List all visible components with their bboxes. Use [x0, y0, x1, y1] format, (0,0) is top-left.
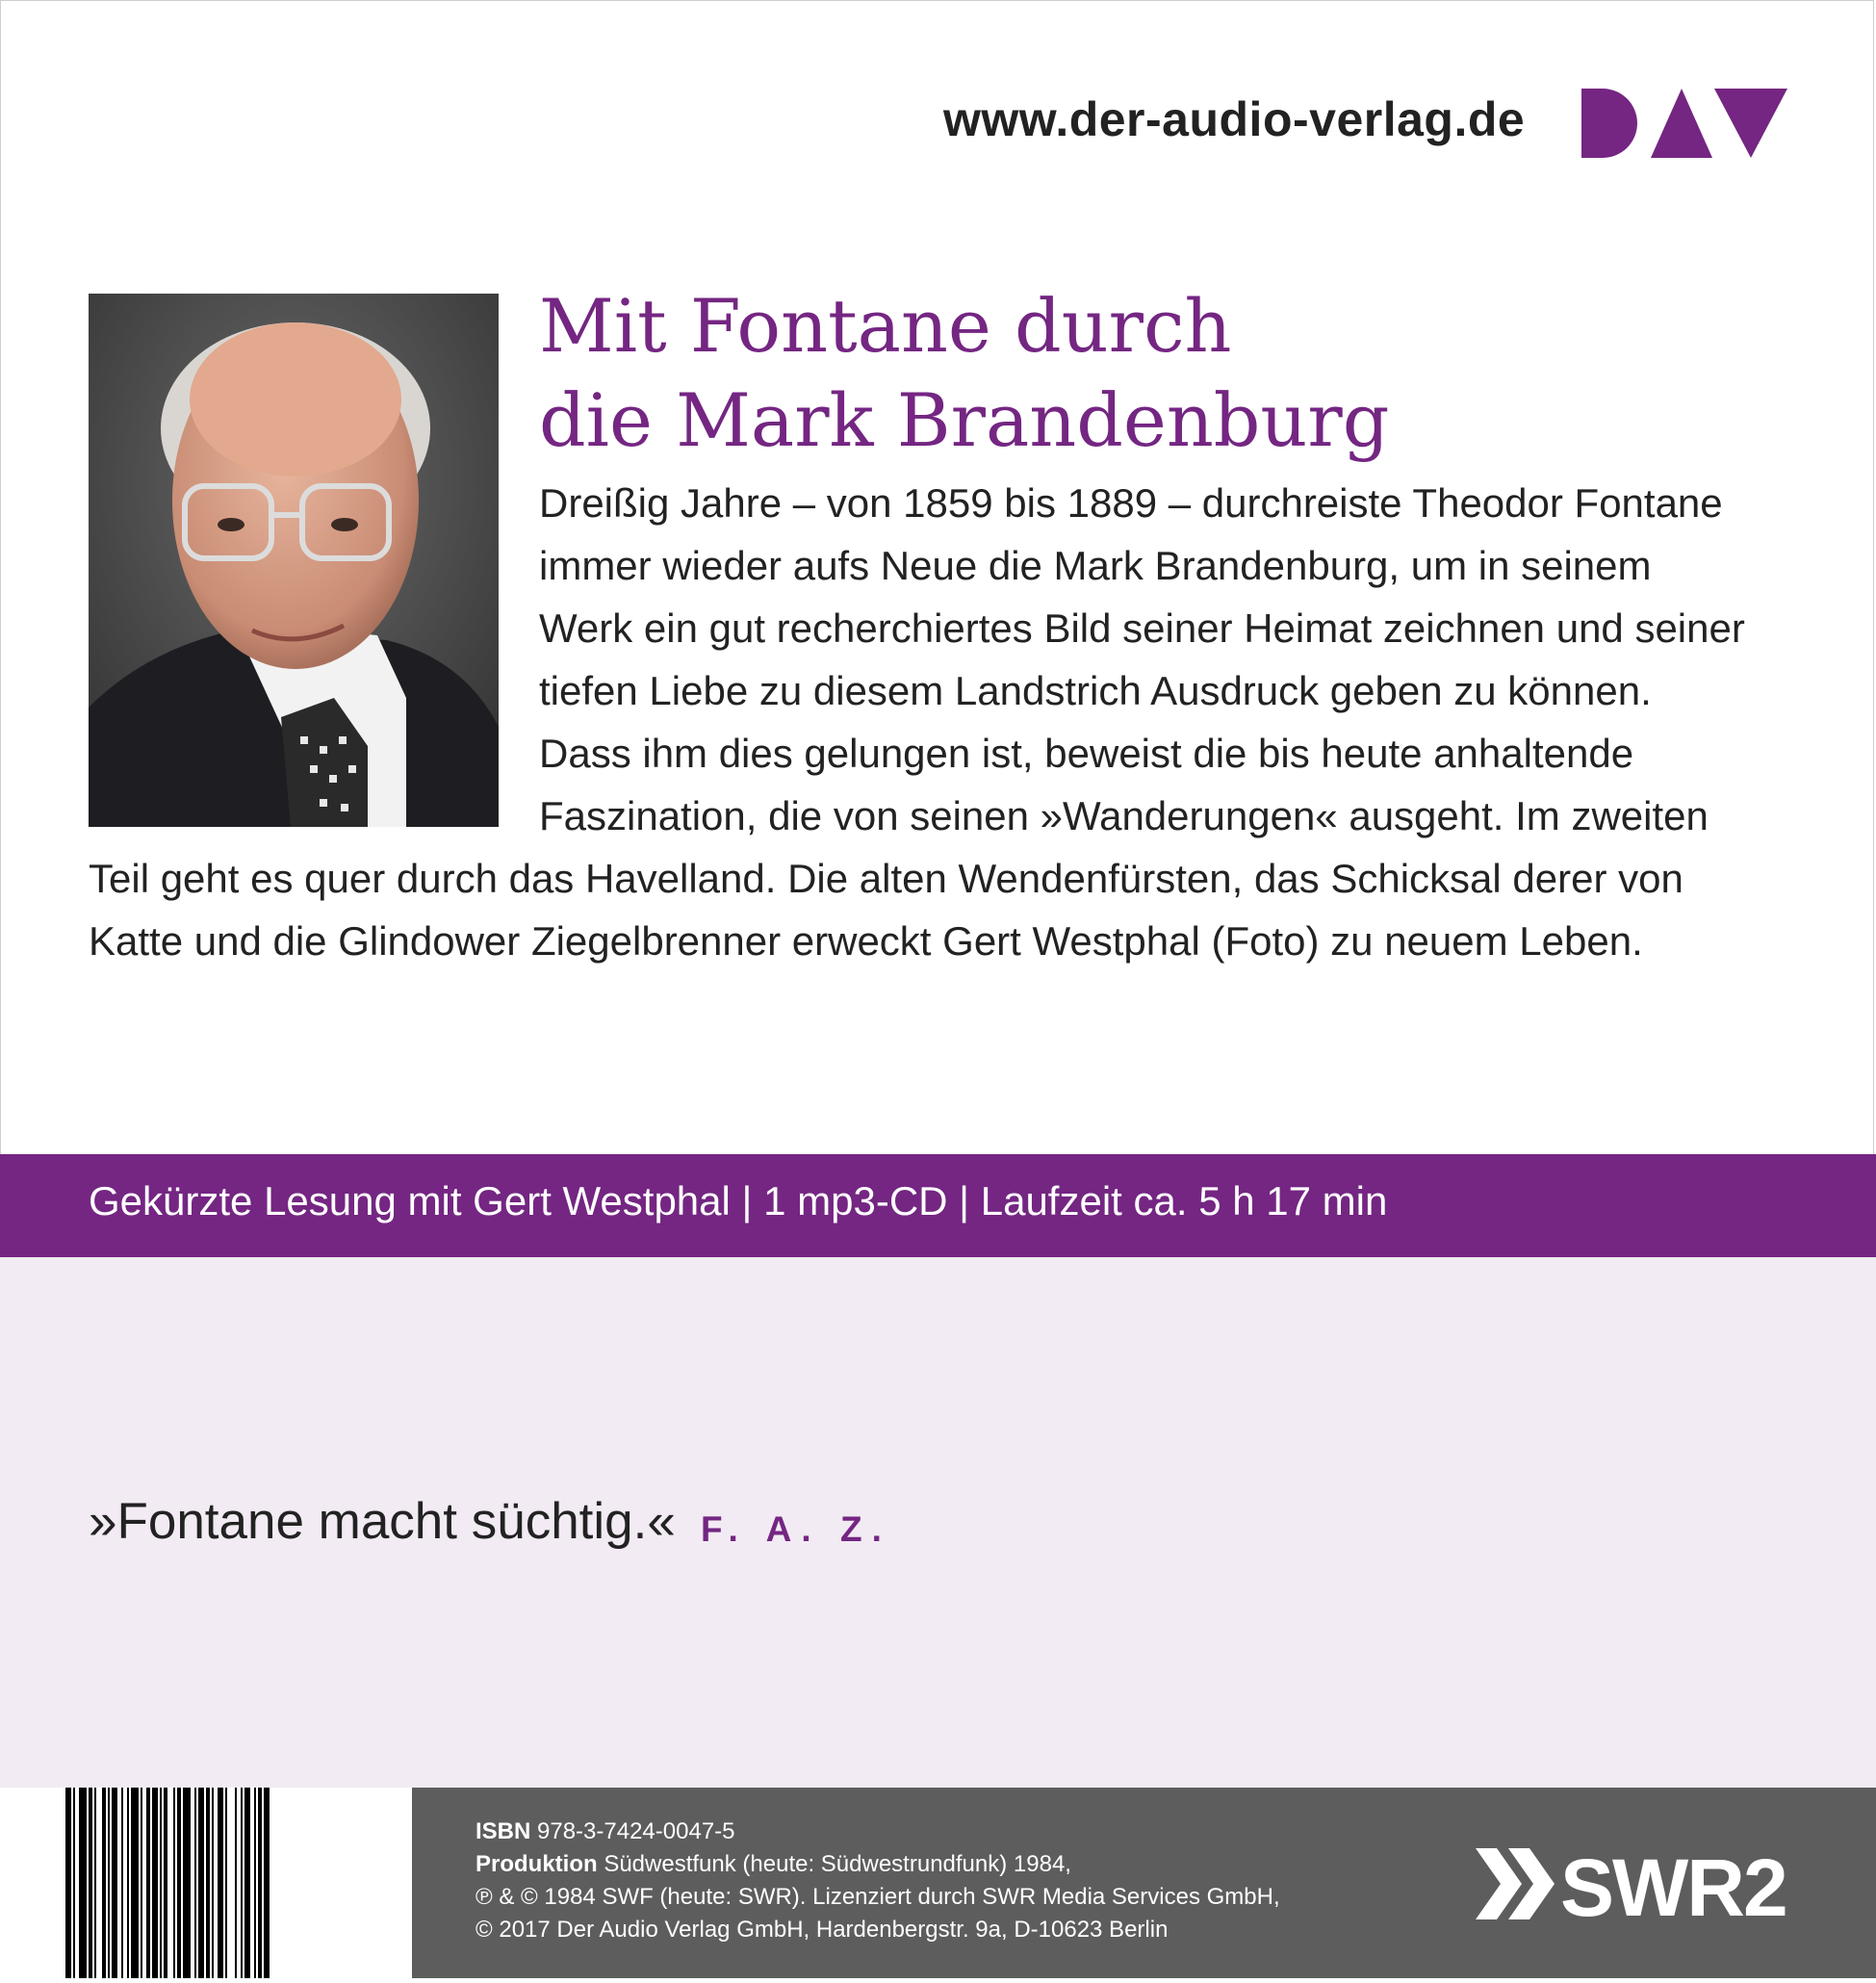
- barcode-bar: [258, 1788, 262, 1978]
- svg-text:SWR2: SWR2: [1560, 1842, 1786, 1927]
- barcode-bar: [108, 1788, 110, 1978]
- barcode-bar: [218, 1788, 223, 1978]
- barcode-bar: [65, 1788, 71, 1978]
- isbn-label: ISBN: [475, 1818, 531, 1844]
- dav-logo-icon: [1581, 89, 1787, 158]
- legal-info: [475, 1816, 1342, 1946]
- barcode-icon: [65, 1788, 402, 1978]
- description-line: Teil geht es quer durch das Havelland. Die alten Wendenfürsten, das Schicksal derer von: [89, 856, 1683, 901]
- barcode-bar: [235, 1788, 237, 1978]
- title-line-2: die Mark Brandenburg: [539, 377, 1390, 463]
- production-line: [475, 1848, 1342, 1881]
- barcode-bar: [173, 1788, 175, 1978]
- review-quote: »Fontane macht süchtig.«: [89, 1493, 676, 1550]
- barcode-bar: [121, 1788, 123, 1978]
- book-title: [539, 279, 1790, 468]
- swr2-logo-icon: [1476, 1841, 1793, 1927]
- description-line: Katte und die Glindower Ziegelbrenner erweckt Gert Westphal (Foto) zu neuem Leben.: [89, 918, 1643, 964]
- barcode-bar: [102, 1788, 106, 1978]
- website-url[interactable]: www.der-audio-verlag.de: [943, 92, 1526, 146]
- barcode-bar: [212, 1788, 214, 1978]
- description-line: tiefen Liebe zu diesem Landstrich Ausdruck geben zu können.: [539, 668, 1652, 713]
- rights-line: ℗ & © 1984 SWF (heute: SWR). Lizenziert durch SWR Media Services GmbH,: [475, 1884, 1280, 1910]
- barcode-bar: [194, 1788, 196, 1978]
- edition-info: Gekürzte Lesung mit Gert Westphal | 1 mp3-CD | Laufzeit ca. 5 h 17 min: [89, 1178, 1388, 1223]
- title-line-1: Mit Fontane durch: [539, 283, 1232, 369]
- description-line: Dass ihm dies gelungen ist, beweist die bis heute anhaltende: [539, 731, 1634, 776]
- barcode-bar: [254, 1788, 256, 1978]
- description-line: Werk ein gut recherchiertes Bild seiner Heimat zeichnen und seiner: [539, 605, 1745, 651]
- barcode-bar: [244, 1788, 250, 1978]
- isbn-value: 978-3-7424-0047-5: [537, 1818, 735, 1844]
- barcode-bar: [164, 1788, 167, 1978]
- production-label: Produktion: [475, 1851, 598, 1877]
- barcode-bar: [198, 1788, 204, 1978]
- copyright-line: © 2017 Der Audio Verlag GmbH, Hardenbergstr. 9a, D-10623 Berlin: [475, 1917, 1169, 1943]
- barcode-bar: [206, 1788, 210, 1978]
- barcode-bar: [112, 1788, 117, 1978]
- barcode-bar: [146, 1788, 150, 1978]
- description-line: Faszination, die von seinen »Wanderungen« ausgeht. Im zweiten: [539, 793, 1709, 838]
- barcode-bar: [73, 1788, 75, 1978]
- production-value: Südwestfunk (heute: Südwestrundfunk) 1984,: [604, 1851, 1071, 1877]
- description-line: immer wieder aufs Neue die Mark Brandenburg, um in seinem: [539, 543, 1652, 588]
- barcode-bar: [183, 1788, 191, 1978]
- barcode-bar: [127, 1788, 129, 1978]
- barcode-bar: [89, 1788, 92, 1978]
- quote-source: F. A. Z.: [701, 1509, 891, 1549]
- barcode-bar: [131, 1788, 139, 1978]
- barcode-bar: [94, 1788, 96, 1978]
- barcode-bar: [177, 1788, 181, 1978]
- barcode-bar: [79, 1788, 87, 1978]
- barcode-bar: [241, 1788, 243, 1978]
- barcode-bar: [141, 1788, 142, 1978]
- isbn-line: [475, 1816, 1342, 1848]
- barcode-bar: [160, 1788, 162, 1978]
- book-description: [89, 472, 1812, 972]
- barcode-bar: [264, 1788, 270, 1978]
- description-line: Dreißig Jahre – von 1859 bis 1889 – durchreiste Theodor Fontane: [539, 480, 1723, 526]
- barcode-bar: [152, 1788, 158, 1978]
- barcode-bar: [225, 1788, 227, 1978]
